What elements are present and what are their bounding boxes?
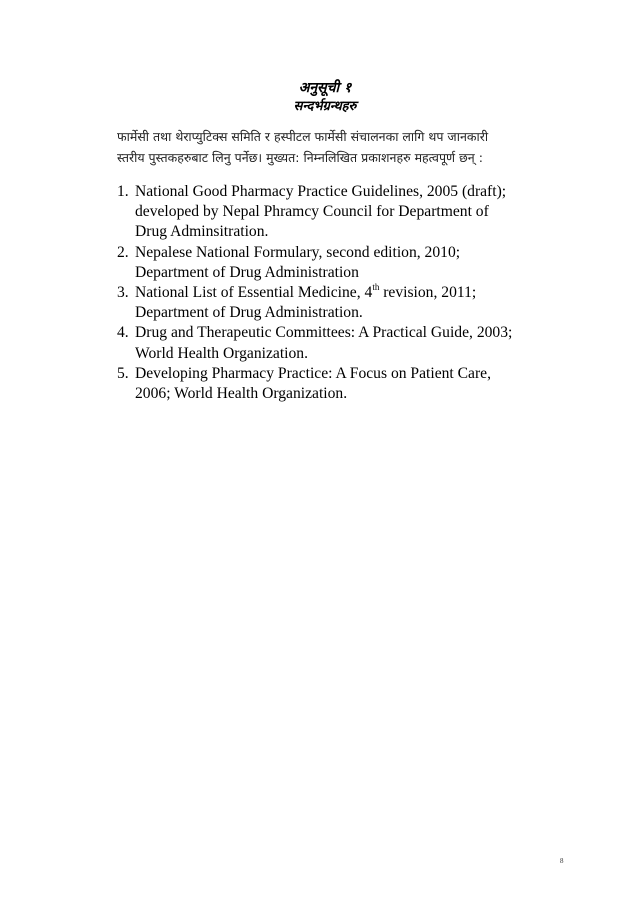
reference-item-1 bbox=[117, 182, 547, 243]
reference-text-line: Nepalese National Formulary, second edition, 2010; bbox=[135, 243, 461, 261]
reference-number: 3. bbox=[117, 284, 129, 302]
reference-text-line: Developing Pharmacy Practice: A Focus on Patient Care, bbox=[135, 364, 491, 382]
reference-text-line bbox=[135, 283, 547, 303]
intro-line-2: स्तरीय पुस्तकहरुबाट लिनु पर्नेछ। मुख्यत: निम्नलिखित प्रकाशनहरु महत्वपूर्ण छन् : bbox=[117, 150, 483, 165]
reference-text-line: Department of Drug Administration bbox=[135, 263, 359, 281]
page-number: 8 bbox=[560, 857, 564, 865]
ordinal-superscript: th bbox=[372, 282, 380, 293]
reference-text-part: revision, 2011; bbox=[379, 284, 477, 302]
reference-text-part: National List of Essential Medicine, 4 bbox=[135, 284, 373, 302]
intro-line-1: फार्मेसी तथा थेराप्युटिक्स समिति र हस्पीटल फार्मेसी संचालनका लागि थप जानकारी bbox=[117, 129, 489, 144]
reference-number: 5. bbox=[117, 364, 129, 382]
reference-item-2 bbox=[117, 243, 547, 283]
reference-text-line: World Health Organization. bbox=[135, 344, 308, 362]
annex-subtitle: सन्दर्भग्रन्थहरु bbox=[293, 99, 357, 114]
reference-item-4 bbox=[117, 323, 547, 363]
reference-text-line: 2006; World Health Organization. bbox=[135, 385, 348, 403]
reference-list bbox=[117, 182, 547, 404]
reference-number: 1. bbox=[117, 183, 129, 200]
reference-text-line: National Good Pharmacy Practice Guidelines, 2005 (draft); bbox=[135, 183, 507, 200]
reference-text-line: developed by Nepal Phramcy Council for Department of bbox=[135, 203, 489, 221]
reference-text-line: Department of Drug Administration. bbox=[135, 304, 363, 322]
reference-text-line: Drug Adminsitration. bbox=[135, 223, 269, 241]
reference-text-line: Drug and Therapeutic Committees: A Practical Guide, 2003; bbox=[135, 324, 513, 342]
reference-item-5 bbox=[117, 364, 547, 404]
annex-title: अनुसूची १ bbox=[298, 80, 352, 96]
reference-item-3 bbox=[117, 283, 547, 323]
reference-number: 4. bbox=[117, 324, 129, 342]
reference-number: 2. bbox=[117, 243, 129, 261]
